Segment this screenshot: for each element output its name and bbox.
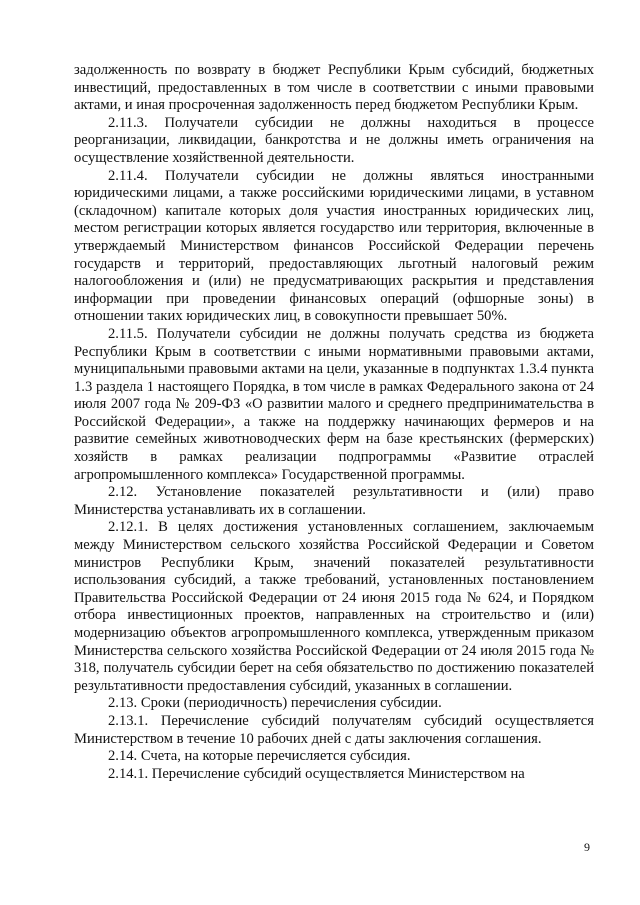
- paragraph-2-12-1: 2.12.1. В целях достижения установленных соглашением, заключаемым между Министерством сельского хозяйства Российской Федерации и Советом министров Республики Крым, значений показателей результативности использования субсидий, а также требований, установленных постановлением Правительства Российской Федерации от 24 июня 2015 года № 624, и Порядком отбора инвестиционных проектов, направленных на строительство и (или) модернизацию объектов агропромышленного комплекса, утвержденным приказом Министерства сельского хозяйства Российской Федерации от 24 июля 2015 года № 318, получатель субсидии берет на себя обязательство по достижению показателей результативности предоставления субсидий, указанных в соглашении.: [74, 519, 594, 694]
- paragraph-2-11-5: 2.11.5. Получатели субсидии не должны получать средства из бюджета Республики Крым в соответствии с иными нормативными правовыми актами, муниципальными правовыми актами на цели, указанные в подпунктах 1.3.4 пункта 1.3 раздела 1 настоящего Порядка, в том числе в рамках Федерального закона от 24 июля 2007 года № 209-ФЗ «О развитии малого и среднего предпринимательства в Российской Федерации», а также на поддержку начинающих фермеров и на развитие семейных животноводческих ферм на базе крестьянских (фермерских) хозяйств в рамках реализации подпрограммы «Развитие отраслей агропромышленного комплекса» Государственной программы.: [74, 325, 594, 483]
- paragraph-2-14-1: 2.14.1. Перечисление субсидий осуществляется Министерством на: [108, 765, 525, 782]
- paragraph-2-11-3: 2.11.3. Получатели субсидии не должны находиться в процессе реорганизации, ликвидации, банкротства и не должны иметь ограничения на осуществление хозяйственной деятельности.: [74, 114, 594, 166]
- paragraph-2-13-1: 2.13.1. Перечисление субсидий получателям субсидий осуществляется Министерством в течение 10 рабочих дней с даты заключения соглашения.: [74, 712, 594, 747]
- paragraph-2-11-4: 2.11.4. Получатели субсидии не должны являться иностранными юридическими лицами, а также российскими юридическими лицами, в уставном (складочном) капитале которых доля участия иностранных юридических лиц, местом регистрации которых является государство или территория, включенные в утверждаемый Министерством финансов Российской Федерации перечень государств и территорий, предоставляющих льготный налоговый режим налогообложения и (или) не предусматривающих раскрытия и представления информации при проведении финансовых операций (офшорные зоны) в отношении таких юридических лиц, в совокупности превышает 50%.: [74, 167, 594, 325]
- paragraph-2-14: 2.14. Счета, на которые перечисляется субсидия.: [108, 748, 411, 765]
- paragraph-2-13: 2.13. Сроки (периодичность) перечисления субсидии.: [108, 695, 442, 712]
- paragraph-2-12: 2.12. Установление показателей результативности и (или) право Министерства устанавливать их в соглашении.: [74, 484, 594, 518]
- document-body: [74, 62, 594, 783]
- page-number: 9: [584, 840, 590, 854]
- paragraph-debt-continuation: задолженность по возврату в бюджет Республики Крым субсидий, бюджетных инвестиций, предоставленных в том числе в соответствии с иными правовыми актами, и иная просроченная задолженность перед бюджетом Республики Крым.: [74, 62, 594, 114]
